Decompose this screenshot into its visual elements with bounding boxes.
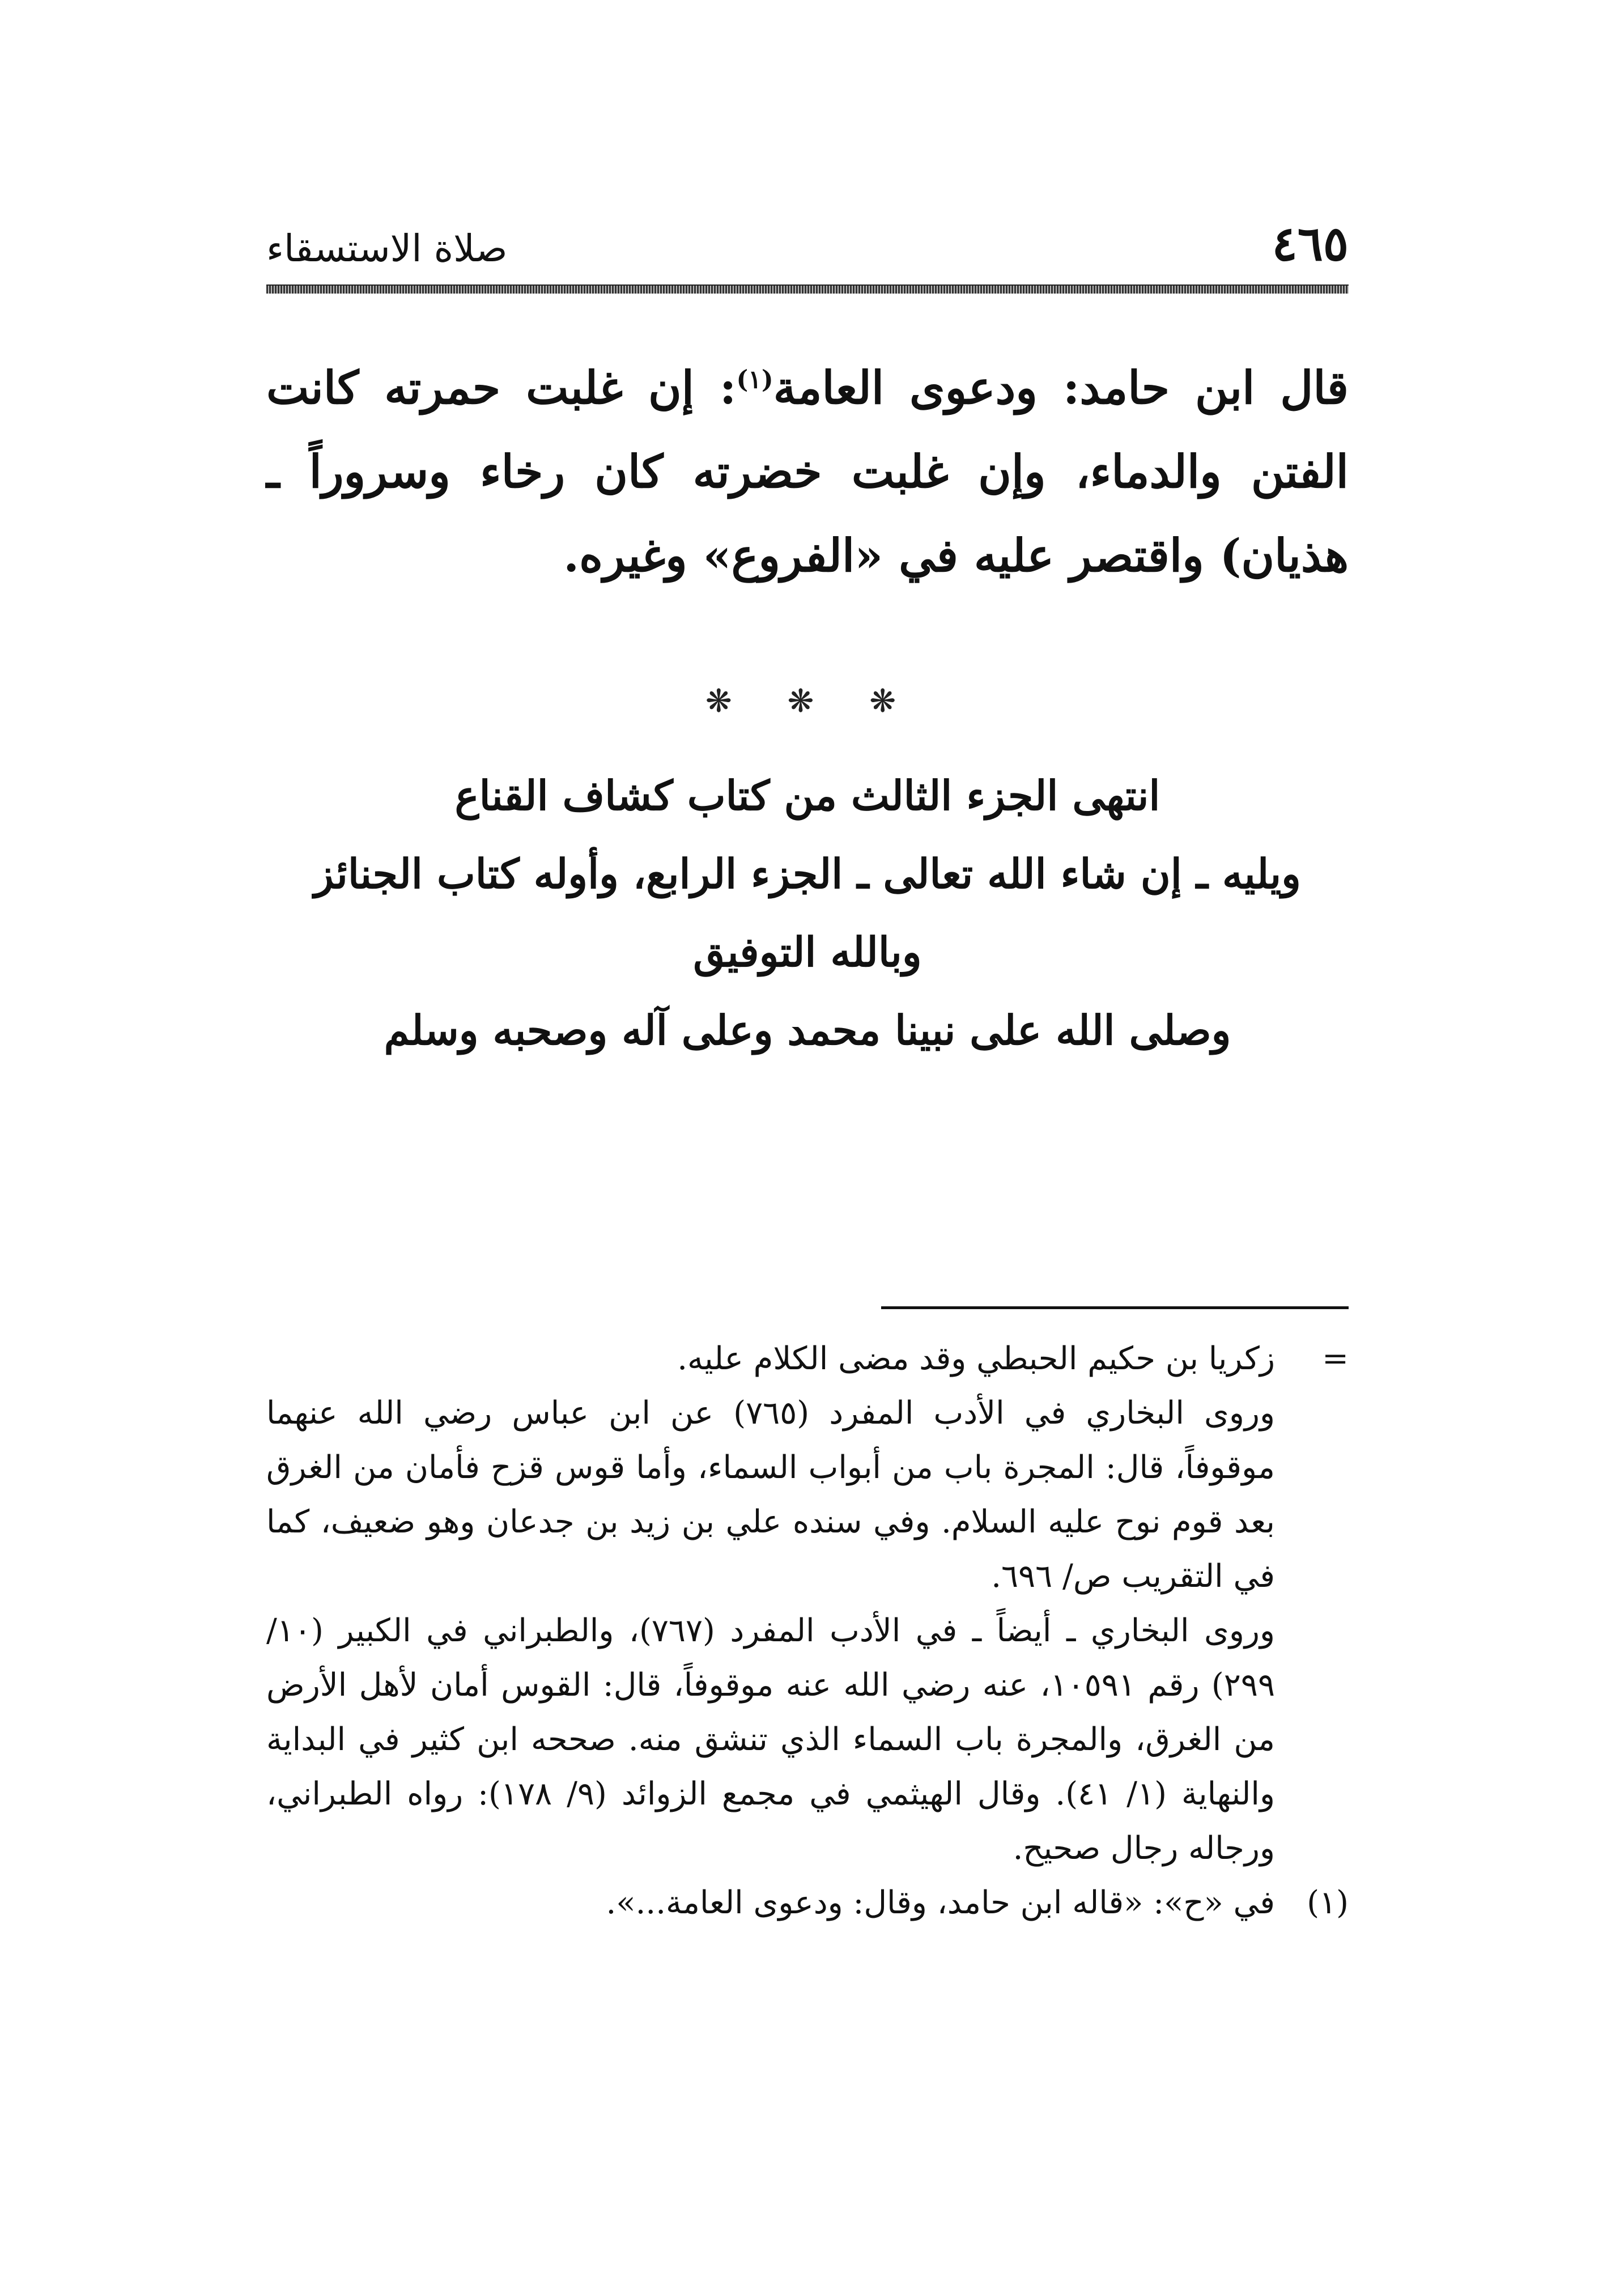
section-ornament: ❋ ❋ ❋ — [705, 683, 919, 720]
running-header-title: صلاة الاستسقاء — [266, 227, 508, 270]
colophon — [266, 757, 1349, 1069]
footnote-1 — [266, 1876, 1349, 1930]
footnote-1-marker: (١) — [1307, 1884, 1349, 1921]
footnote-paragraph-2: وروى البخاري في الأدب المفرد (٧٦٥) عن ابن عباس رضي الله عنهما موقوفاً، قال: المجرة باب من أبواب السماء، وأما قوس قزح فأمان من الغرق بعد قوم نوح عليه السلام. وفي سنده علي بن زيد بن جدعان وهو ضعيف، كما في التقريب ص/ ٦٩٦. — [266, 1395, 1275, 1595]
colophon-line-3: وبالله التوفيق — [693, 928, 922, 976]
footnote-continuation — [266, 1332, 1349, 1876]
colophon-line-2: ويليه ـ إن شاء الله تعالى ـ الجزء الرابع، وأوله كتاب الجنائز — [314, 850, 1301, 898]
running-header — [266, 215, 1349, 278]
main-text-rest: : إن غلبت حمرته كانت الفتن والدماء، وإن غلبت خضرته كان رخاء وسروراً ـ هذيان) واقتصر عليه في «الفروع» وغيره. — [266, 361, 1349, 582]
header-rule — [266, 284, 1349, 294]
colophon-line-1: انتهى الجزء الثالث من كتاب كشاف القناع — [454, 771, 1160, 819]
colophon-line-4: وصلى الله على نبينا محمد وعلى آله وصحبه وسلم — [384, 1006, 1231, 1054]
main-paragraph — [266, 346, 1349, 597]
continuation-marker: = — [1322, 1340, 1349, 1377]
footnote-paragraph-1: زكريا بن حكيم الحبطي وقد مضى الكلام عليه. — [677, 1340, 1275, 1377]
footnotes — [266, 1332, 1349, 1930]
main-text — [266, 346, 1349, 597]
footnote-separator — [881, 1306, 1349, 1309]
main-text-start: قال ابن حامد: ودعوى العامة — [773, 361, 1349, 414]
footnote-reference[interactable]: (١) — [736, 365, 773, 394]
footnote-1-text: في «ح»: «قاله ابن حامد، وقال: ودعوى العامة...». — [606, 1884, 1275, 1921]
page-number: ٤٦٥ — [1272, 215, 1349, 271]
footnote-paragraph-3: وروى البخاري ـ أيضاً ـ في الأدب المفرد (٧٦٧)، والطبراني في الكبير (١٠/ ٢٩٩) رقم ١٠٥٩١، عنه رضي الله عنه موقوفاً، قال: القوس أمان لأهل الأرض من الغرق، والمجرة باب السماء الذي تنشق منه. صححه ابن كثير في البداية والنهاية (١/ ٤١). وقال الهيثمي في مجمع الزوائد (٩/ ١٧٨): رواه الطبراني، ورجاله رجال صحيح. — [266, 1612, 1276, 1867]
